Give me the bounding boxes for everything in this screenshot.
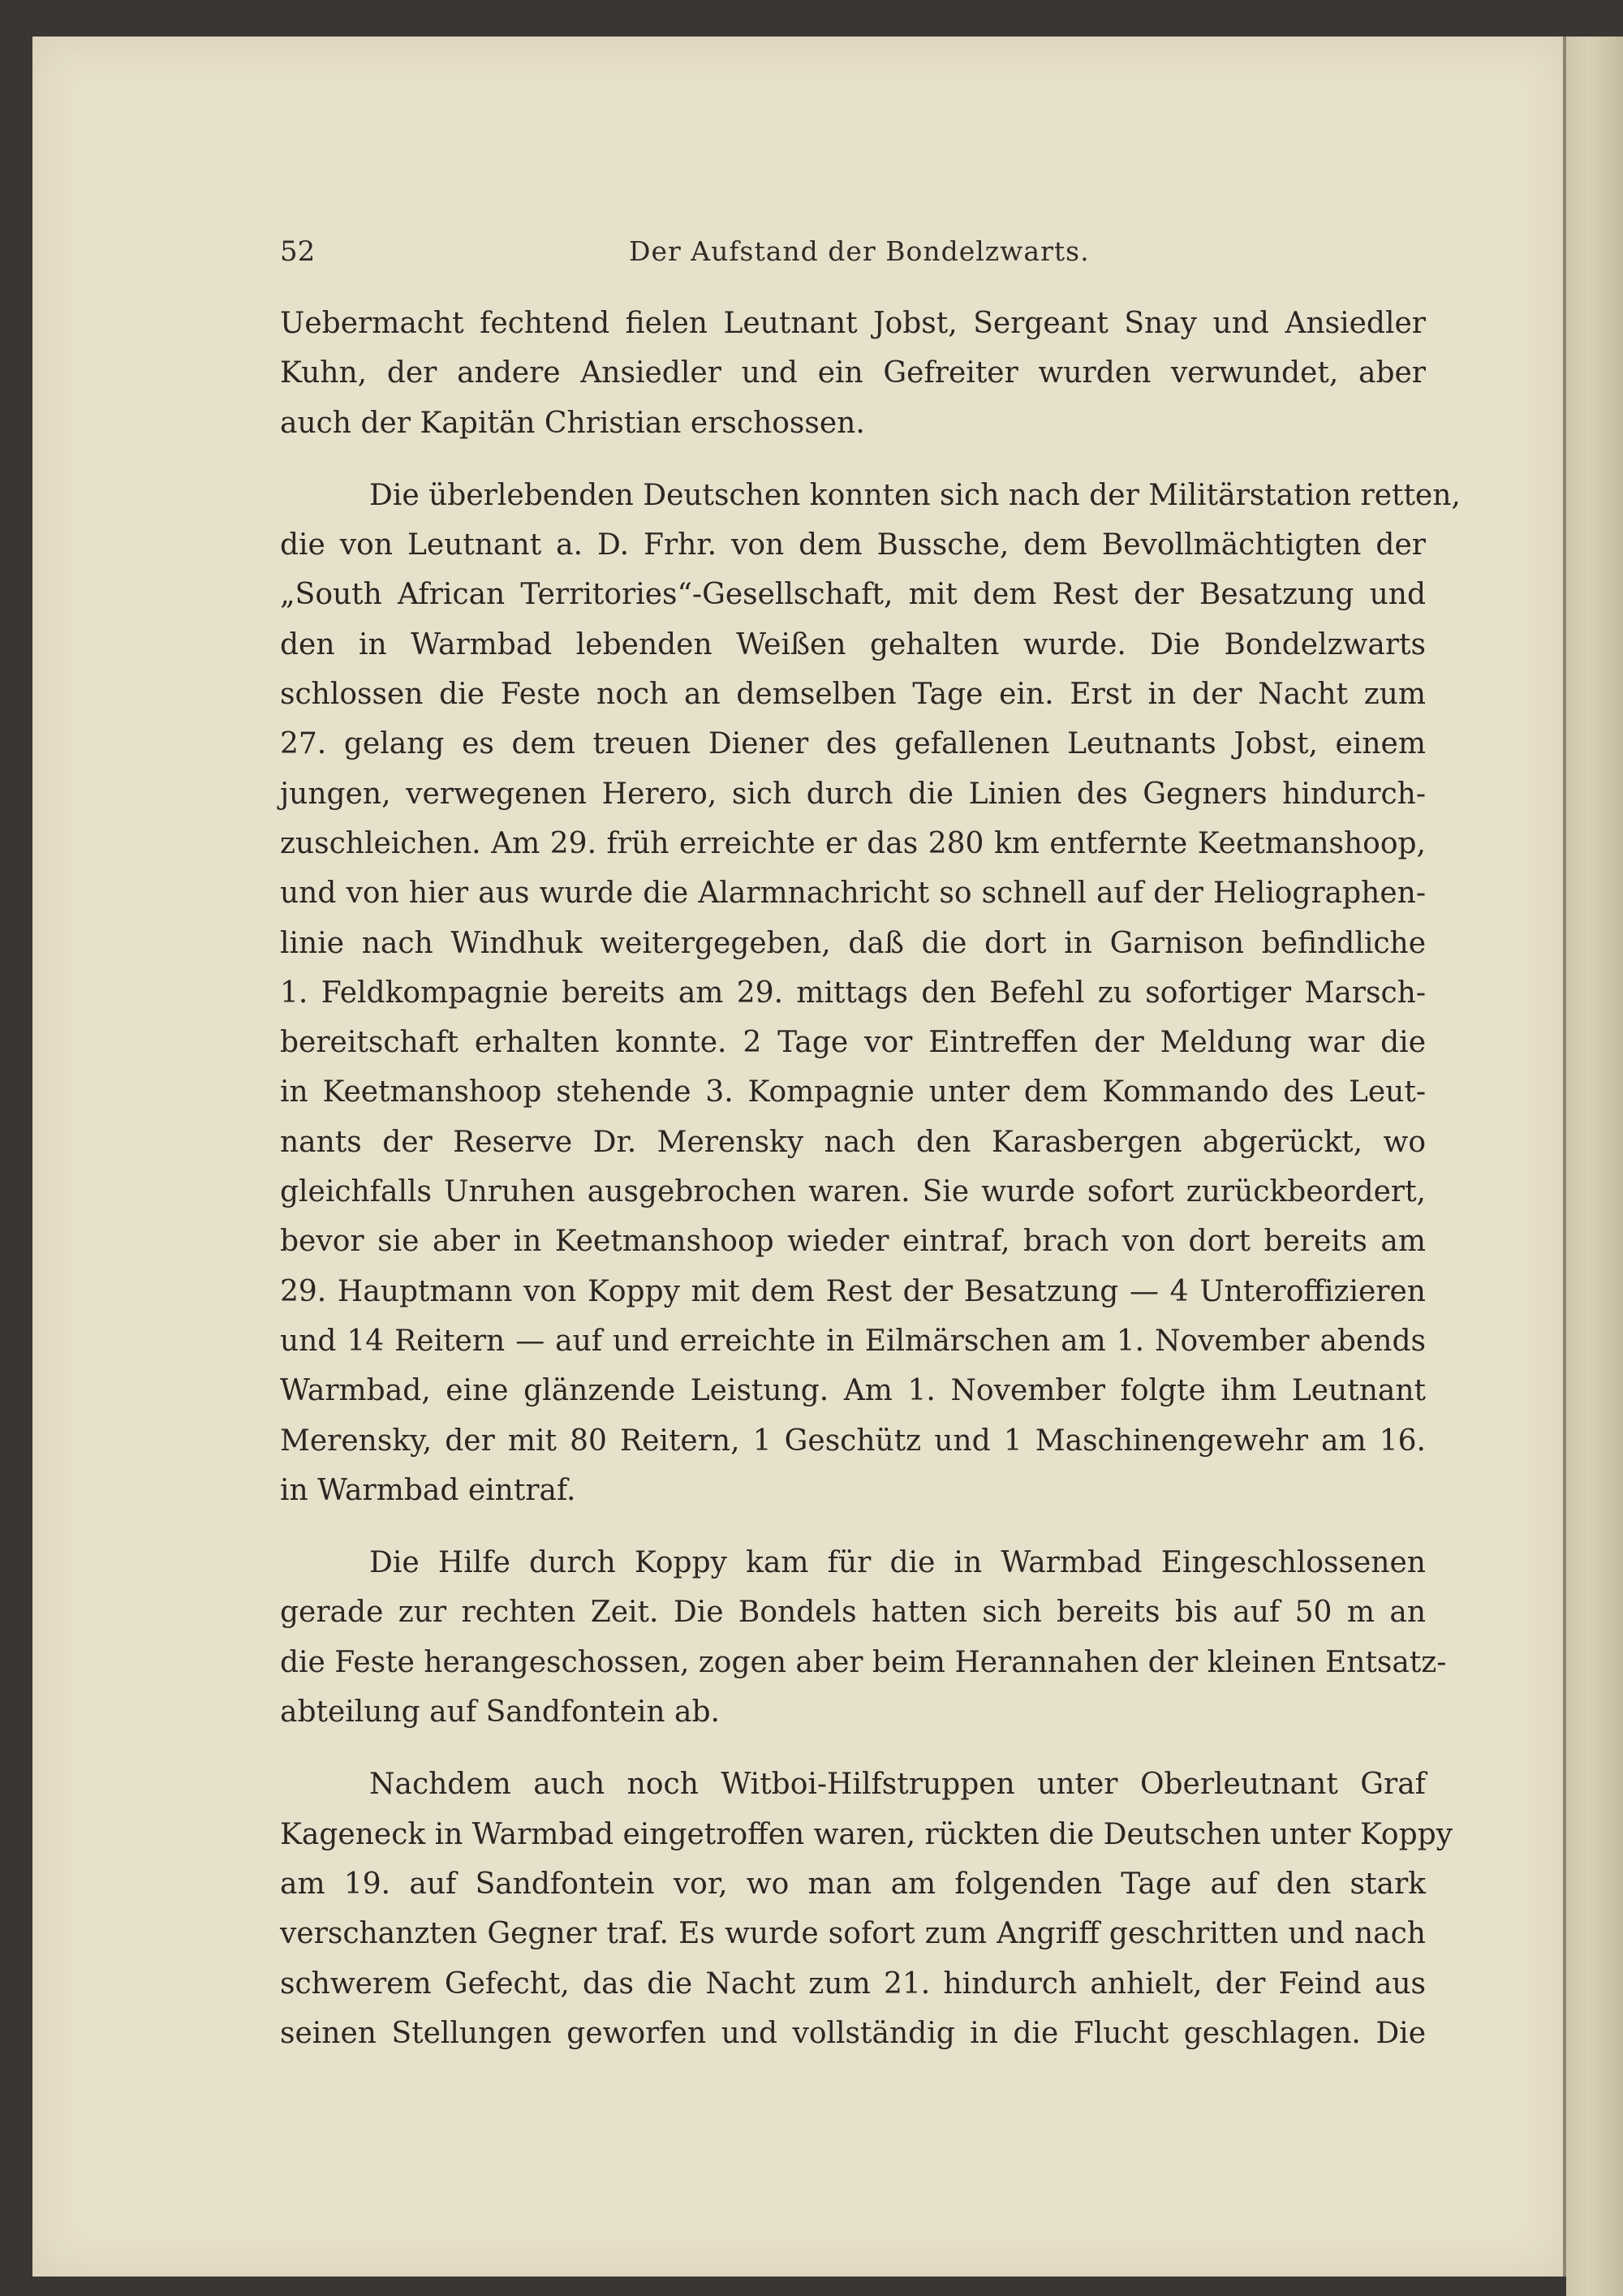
text-line: und von hier aus wurde die Alarmnachricht so schnell auf der Heliographen- (280, 877, 1426, 911)
running-head (280, 231, 1424, 272)
text-line: in Keetmanshoop stehende 3. Kompagnie unter dem Kommando des Leut- (280, 1075, 1426, 1109)
text-line: 1. Feldkompagnie bereits am 29. mittags den Befehl zu sofortiger Marsch- (280, 976, 1426, 1010)
text-line: Kuhn, der andere Ansiedler und ein Gefreiter wurden verwundet, aber (280, 356, 1426, 390)
body-text (280, 299, 1461, 2058)
text-line: gerade zur rechten Zeit. Die Bondels hatten sich bereits bis auf 50 m an (280, 1596, 1426, 1630)
text-line: Die Hilfe durch Koppy kam für die in Warmbad Eingeschlossenen (369, 1546, 1426, 1580)
text-line: am 19. auf Sandfontein vor, wo man am folgenden Tage auf den stark (280, 1867, 1426, 1901)
text-line: „South African Territories“-Gesellschaft, mit dem Rest der Besatzung und (280, 578, 1426, 612)
text-line: in Warmbad eintraf. (280, 1473, 576, 1507)
text-line: die von Leutnant a. D. Frhr. von dem Bussche, dem Bevollmächtigten der (280, 528, 1426, 562)
paragraph-1 (280, 299, 1426, 448)
paragraph-4 (280, 1760, 1453, 2058)
running-title: Der Aufstand der Bondelzwarts. (629, 235, 1090, 267)
text-line: bevor sie aber in Keetmanshoop wieder eintraf, brach von dort bereits am (280, 1225, 1426, 1259)
text-line: Nachdem auch noch Witboi-Hilfstruppen unter Oberleutnant Graf (369, 1768, 1426, 1802)
text-line: schwerem Gefecht, das die Nacht zum 21. hindurch anhielt, der Feind aus (280, 1966, 1426, 2001)
text-line: 27. gelang es dem treuen Diener des gefallenen Leutnants Jobst, einem (280, 727, 1426, 761)
text-line: 29. Hauptmann von Koppy mit dem Rest der Besatzung — 4 Unteroffizieren (280, 1274, 1426, 1308)
text-line: und 14 Reitern — auf und erreichte in Eilmärschen am 1. November abends (280, 1324, 1426, 1358)
text-line: gleichfalls Unruhen ausgebrochen waren. Sie wurde sofort zurückbeordert, (280, 1175, 1426, 1209)
text-line: verschanzten Gegner traf. Es wurde sofort zum Angriff geschritten und nach (280, 1917, 1426, 1951)
text-line: Merensky, der mit 80 Reitern, 1 Geschütz und 1 Maschinengewehr am 16. (280, 1424, 1426, 1458)
paragraph-2 (280, 471, 1461, 1515)
text-line: den in Warmbad lebenden Weißen gehalten wurde. Die Bondelzwarts (280, 627, 1426, 661)
text-line: nants der Reserve Dr. Merensky nach den Karasbergen abgerückt, wo (280, 1125, 1426, 1159)
text-line: Warmbad, eine glänzende Leistung. Am 1. November folgte ihm Leutnant (280, 1374, 1426, 1408)
text-line: seinen Stellungen geworfen und vollständig in die Flucht geschlagen. Die (280, 2016, 1426, 2050)
text-line: linie nach Windhuk weitergegeben, daß die dort in Garnison befindliche (280, 926, 1426, 960)
book-edge (1566, 37, 1623, 2296)
text-line: auch der Kapitän Christian erschossen. (280, 406, 865, 440)
text-line: zuschleichen. Am 29. früh erreichte er das 280 km entfernte Keetmanshoop, (280, 826, 1426, 860)
text-line: schlossen die Feste noch an demselben Tage ein. Erst in der Nacht zum (280, 678, 1426, 712)
text-line: jungen, verwegenen Herero, sich durch die Linien des Gegners hindurch- (280, 777, 1426, 811)
text-line: Uebermacht fechtend fielen Leutnant Jobst, Sergeant Snay und Ansiedler (280, 307, 1426, 340)
text-line: abteilung auf Sandfontein ab. (280, 1695, 720, 1730)
text-line: die Feste herangeschossen, zogen aber beim Herannahen der kleinen Entsatz- (280, 1645, 1447, 1679)
paragraph-3 (280, 1538, 1447, 1737)
text-line: bereitschaft erhalten konnte. 2 Tage vor Eintreffen der Meldung war die (280, 1026, 1426, 1060)
page-number: 52 (280, 235, 316, 268)
text-line: Kageneck in Warmbad eingetroffen waren, rückten die Deutschen unter Koppy (280, 1817, 1453, 1851)
text-line: Die überlebenden Deutschen konnten sich nach der Militärstation retten, (369, 478, 1461, 512)
